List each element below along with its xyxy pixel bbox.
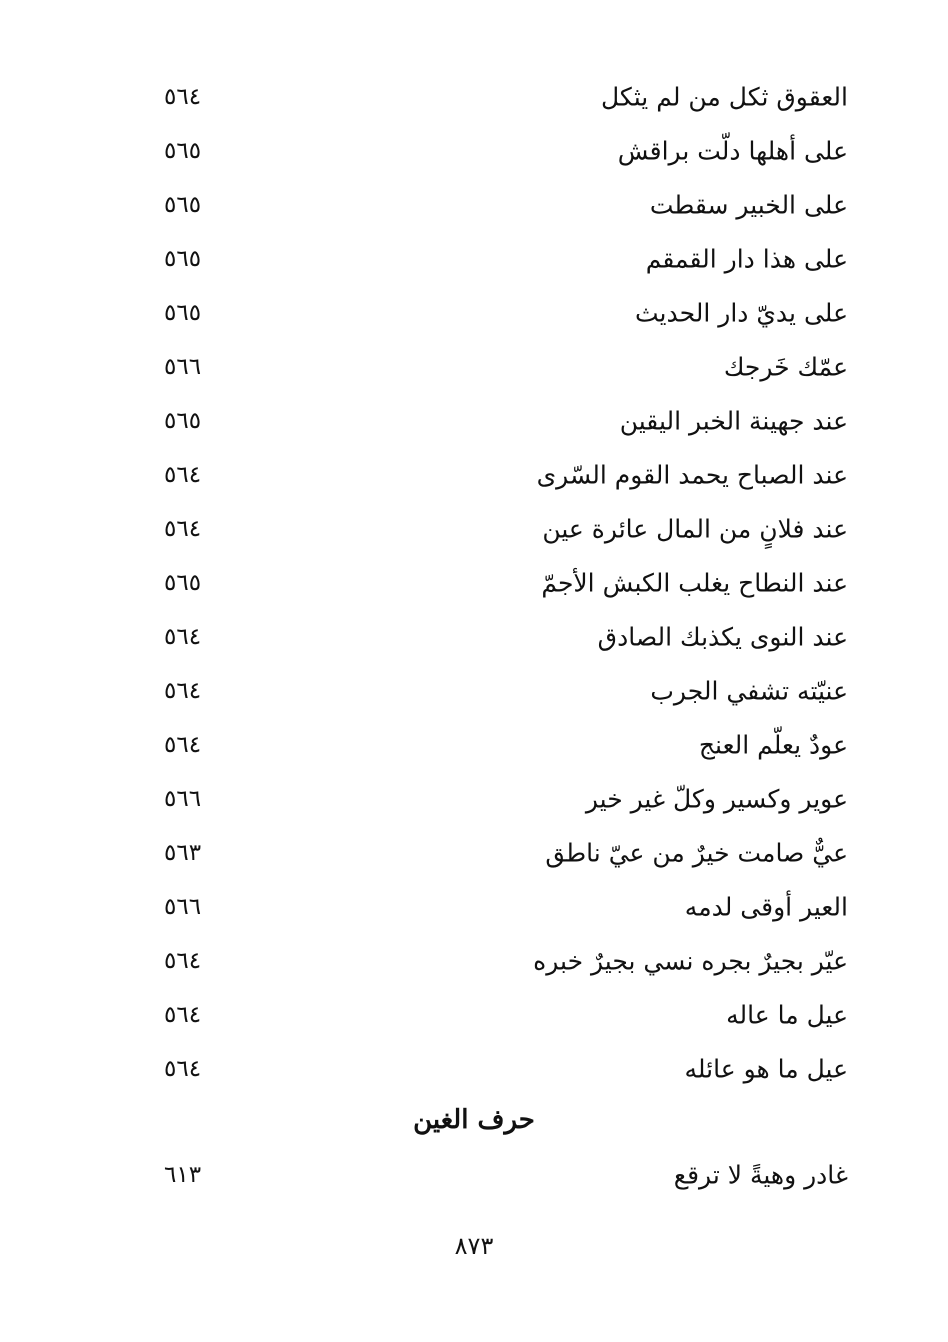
index-entry (0, 988, 948, 1042)
proverb-text: على الخبير سقطت (649, 190, 848, 220)
index-entry (0, 1042, 948, 1096)
index-entry (0, 880, 948, 934)
proverb-text: على يديّ دار الحديث (634, 298, 848, 328)
index-entry (0, 934, 948, 988)
proverb-text: العقوق ثكل من لم يثكل (601, 82, 848, 112)
page-reference: ٥٦٤ (164, 1056, 202, 1082)
proverb-text: على هذا دار القمقم (645, 244, 848, 274)
page-reference: ٥٦٣ (164, 840, 202, 866)
proverb-text: عند النوى يكذبك الصادق (597, 622, 848, 652)
page-reference: ٥٦٥ (164, 192, 202, 218)
index-entry (0, 178, 948, 232)
proverb-text: عيل ما عاله (726, 1000, 848, 1030)
page-reference: ٦١٣ (164, 1162, 202, 1188)
page-number: ٨٧٣ (454, 1232, 494, 1260)
proverb-text: عودٌ يعلّم العنج (698, 730, 848, 760)
page-reference: ٥٦٦ (164, 786, 202, 812)
section-entry-list (0, 1148, 948, 1202)
page-reference: ٥٦٥ (164, 246, 202, 272)
page-reference: ٥٦٦ (164, 354, 202, 380)
proverb-index-list (0, 70, 948, 1096)
page-reference: ٥٦٤ (164, 948, 202, 974)
proverb-text: العير أوقى لدمه (684, 892, 848, 922)
index-entry (0, 664, 948, 718)
index-entry (0, 232, 948, 286)
proverb-text: غادر وهيةً لا ترقع (673, 1160, 848, 1190)
index-entry (0, 610, 948, 664)
index-entry (0, 826, 948, 880)
index-entry (0, 1148, 948, 1202)
proverb-text: على أهلها دلّت براقش (617, 136, 848, 166)
page-reference: ٥٦٤ (164, 732, 202, 758)
section-heading: حرف الغين (413, 1105, 535, 1135)
proverb-text: عيل ما هو عائله (684, 1054, 848, 1084)
proverb-text: عوير وكسير وكلّ غير خير (585, 784, 848, 814)
index-entry (0, 718, 948, 772)
index-entry (0, 70, 948, 124)
index-entry (0, 448, 948, 502)
proverb-text: عند الصباح يحمد القوم السّرى (536, 460, 848, 490)
index-entry (0, 340, 948, 394)
proverb-text: عند النطاح يغلب الكبش الأجمّ (541, 568, 848, 598)
proverb-text: عند جهينة الخبر اليقين (619, 406, 848, 436)
index-entry (0, 286, 948, 340)
index-entry (0, 502, 948, 556)
index-entry (0, 394, 948, 448)
proverb-text: عند فلانٍ من المال عائرة عين (542, 514, 848, 544)
page-reference: ٥٦٥ (164, 300, 202, 326)
page-reference: ٥٦٤ (164, 462, 202, 488)
proverb-text: عيّر بجيرٌ بجره نسي بجيرٌ خبره (533, 946, 848, 976)
page-reference: ٥٦٥ (164, 408, 202, 434)
proverb-text: عنيّته تشفي الجرب (650, 676, 848, 706)
page-reference: ٥٦٤ (164, 84, 202, 110)
index-entry (0, 556, 948, 610)
page-reference: ٥٦٦ (164, 894, 202, 920)
page-reference: ٥٦٥ (164, 138, 202, 164)
page-reference: ٥٦٤ (164, 624, 202, 650)
page-reference: ٥٦٤ (164, 1002, 202, 1028)
page-reference: ٥٦٤ (164, 516, 202, 542)
index-entry (0, 772, 948, 826)
proverb-text: عيٌّ صامت خيرٌ من عيّ ناطق (545, 838, 848, 868)
proverb-text: عمّك خَرجك (723, 352, 848, 382)
page-reference: ٥٦٤ (164, 678, 202, 704)
index-entry (0, 124, 948, 178)
page-reference: ٥٦٥ (164, 570, 202, 596)
